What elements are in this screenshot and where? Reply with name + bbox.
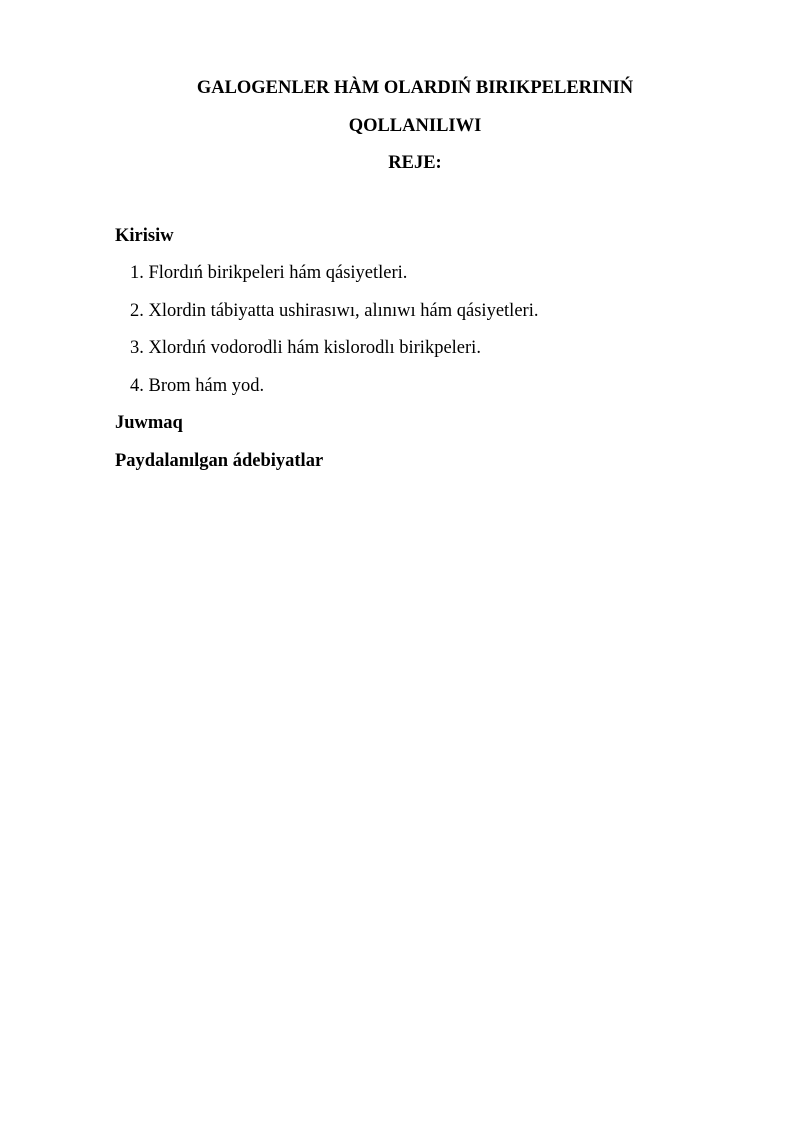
toc-item: 3. Xlordıń vodorodli hám kislorodlı birikpeleri. xyxy=(130,338,481,358)
title-line-2: QOLLANILIWI xyxy=(348,115,482,136)
toc-references: Paydalanılgan ádebiyatlar xyxy=(115,450,324,471)
plan-heading: REJE: xyxy=(388,153,442,173)
toc-item: 2. Xlordin tábiyatta ushirasıwı, alınıwı hám qásiyetleri. xyxy=(130,300,539,321)
toc-item: 4. Brom hám yod. xyxy=(130,375,265,396)
toc-conclusion: Juwmaq xyxy=(115,413,183,433)
spacer xyxy=(115,188,715,223)
toc-intro: Kirisiw xyxy=(115,225,174,246)
title-line-1: GALOGENLER HÀM OLARDIŃ BIRIKPELERINIŃ xyxy=(196,78,634,98)
toc-item: 1. Flordıń birikpeleri hám qásiyetleri. xyxy=(130,263,408,283)
document-page xyxy=(115,75,715,485)
